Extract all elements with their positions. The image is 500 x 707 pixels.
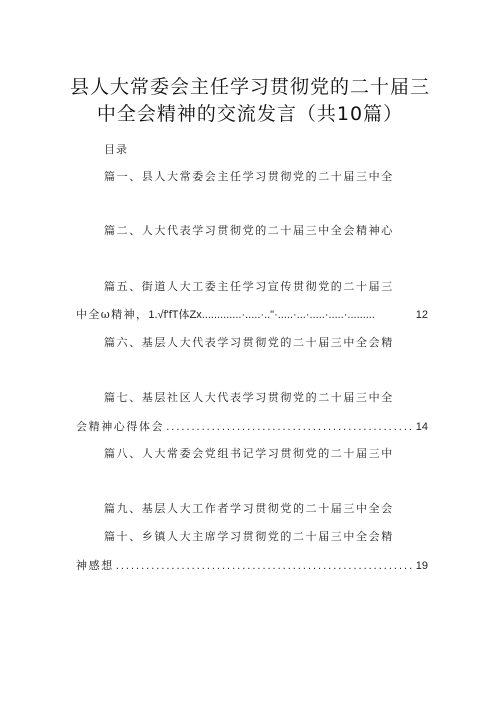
toc-entry-2: 篇二、人大代表学习贯彻党的二十届三中全会精神心 bbox=[104, 224, 394, 237]
toc-entry-9: 篇九、基层人大工作者学习贯彻党的二十届三中全会 bbox=[104, 502, 394, 515]
toc-leader-dots bbox=[166, 421, 414, 433]
toc-entry-5-cont-text: 中全ω精神， bbox=[76, 308, 149, 321]
document-title-line1: 县人大常委会主任学习贯彻党的二十届三 bbox=[69, 76, 430, 98]
toc-entry-10-page: 19 bbox=[415, 560, 428, 572]
toc-entry-8: 篇八、人大常委会党组书记学习贯彻党的二十届三中 bbox=[104, 447, 394, 460]
toc-entry-10-cont-text: 神感想 bbox=[76, 559, 114, 572]
toc-entry-7-cont-text: 会精神心得体会 bbox=[76, 420, 165, 433]
document-title-line2: 中全会精神的交流发言（共10篇） bbox=[96, 103, 404, 125]
toc-entry-7-continuation bbox=[76, 418, 428, 434]
toc-entry-7-page: 14 bbox=[415, 421, 428, 433]
toc-entry-7: 篇七、基层社区人大代表学习贯彻党的二十届三中全 bbox=[104, 391, 394, 404]
toc-heading: 目录 bbox=[104, 143, 128, 156]
toc-entry-10: 篇十、乡镇人大主席学习贯彻党的二十届三中全会精 bbox=[104, 530, 394, 543]
toc-entry-6: 篇六、基层人大代表学习贯彻党的二十届三中全会精 bbox=[104, 336, 394, 349]
toc-entry-5-continuation bbox=[76, 306, 428, 322]
toc-entry-5-ocr-noise: 1.√f'fT体Zx.............·.....·.."·.....·...·.....·.....·......... bbox=[148, 309, 375, 321]
toc-entry-1: 篇一、县人大常委会主任学习贯彻党的二十届三中全 bbox=[104, 170, 394, 183]
toc-entry-5-page: 12 bbox=[415, 309, 428, 321]
toc-leader-dots bbox=[116, 560, 414, 572]
toc-entry-5: 篇五、街道人大工委主任学习宣传贯彻党的二十届三 bbox=[104, 280, 394, 293]
toc-entry-10-continuation bbox=[76, 557, 428, 573]
